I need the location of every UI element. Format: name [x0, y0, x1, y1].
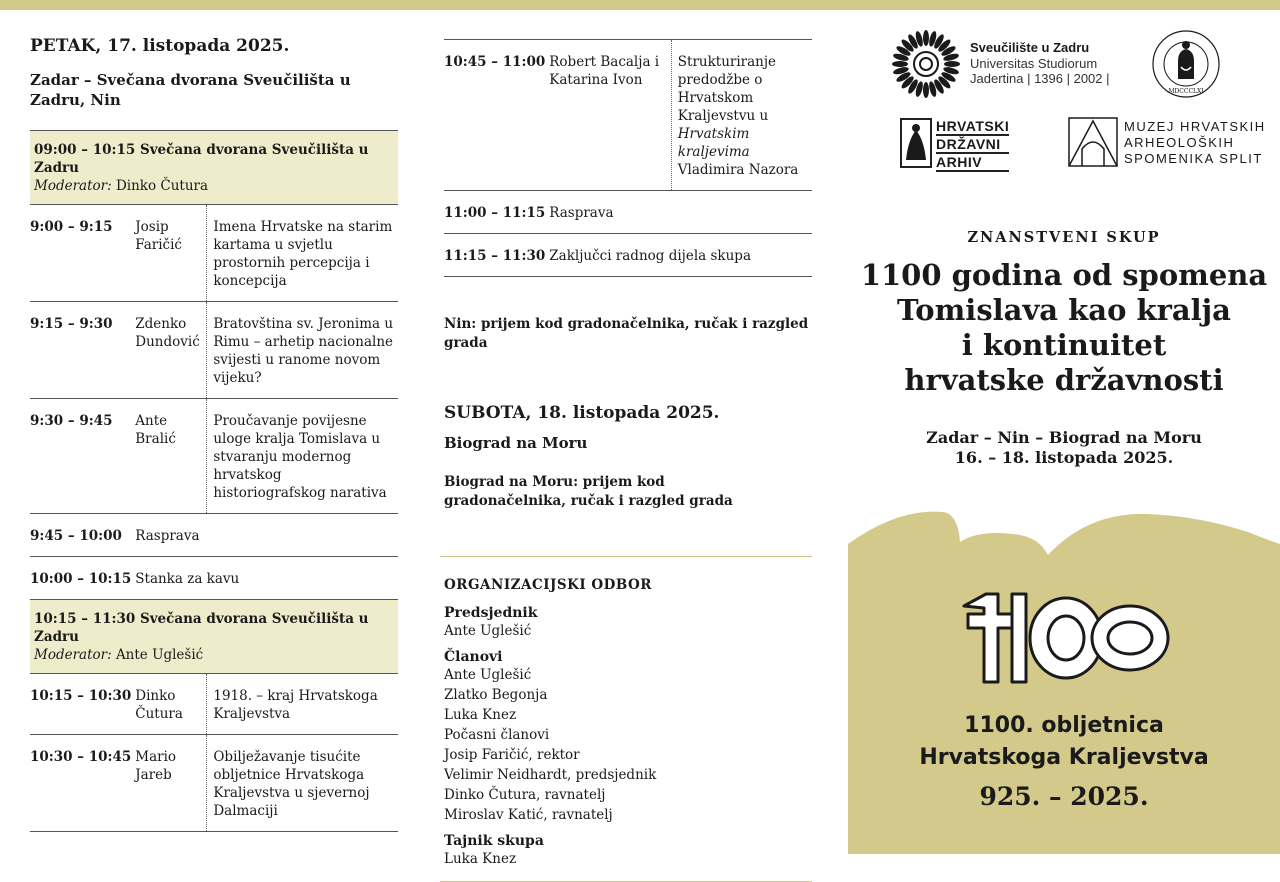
- biograd-note: Biograd na Moru: prijem kod gradonačelnika, ručak i razgled grada: [444, 474, 733, 509]
- friday-schedule-table: [30, 130, 398, 832]
- museum-archaeology-logo: [1068, 117, 1266, 171]
- uni-logo-line2: Universitas Studiorum: [970, 56, 1098, 71]
- moderator-name: Dinko Čutura: [115, 178, 209, 194]
- committee-title: ORGANIZACIJSKI ODBOR: [444, 577, 653, 593]
- row-speaker: Josip Faričić: [131, 205, 207, 302]
- archive-emblem-icon: [900, 118, 932, 168]
- members-label: Članovi: [444, 649, 503, 665]
- row-time: 11:15 – 11:30: [444, 234, 545, 277]
- row-text: Rasprava: [545, 191, 812, 234]
- row-time: 9:45 – 10:00: [30, 514, 131, 557]
- nin-note: Nin: prijem kod gradonačelnika, ručak i razgled grada: [444, 316, 809, 351]
- row-text: Stanka za kavu: [131, 557, 398, 600]
- president-label: Predsjednik: [444, 605, 538, 621]
- anniversary-1100-logo: [954, 588, 1176, 688]
- anniversary-years: 925. – 2025.: [979, 782, 1149, 811]
- row-title: 1918. – kraj Hrvatskoga Kraljevstva: [207, 674, 398, 735]
- conference-places: Zadar – Nin – Biograd na Moru: [926, 428, 1202, 447]
- title-line: i kontinuitet: [961, 328, 1167, 362]
- row-speaker: Zdenko Dundović: [131, 302, 207, 399]
- row-title: Imena Hrvatske na starim kartama u svjetlu prostornih percepcija i koncepcija: [207, 205, 398, 302]
- row-title: Bratovština sv. Jeronima u Rimu – arhetip nacionalne svijesti u ranome novom vijeku?: [207, 302, 398, 399]
- moderator-label: Moderator:: [34, 178, 112, 194]
- committee-member: Zlatko Begonja: [444, 687, 548, 703]
- session-header-row: [30, 131, 398, 205]
- moderator-name: Ante Uglešić: [115, 647, 204, 663]
- title-line: Tomislava kao kralja: [897, 293, 1231, 327]
- university-zadar-logo: [890, 28, 1122, 98]
- committee-divider: [440, 556, 812, 557]
- schedule-row: [30, 514, 398, 557]
- title-line: 1100 godina od spomena: [860, 258, 1268, 292]
- row-time: 10:30 – 10:45: [30, 735, 131, 832]
- day-title-saturday: SUBOTA, 18. listopada 2025.: [444, 403, 720, 423]
- conference-place-dates: [848, 428, 1280, 468]
- moderator-label: Moderator:: [34, 647, 112, 663]
- session-header: 10:15 – 11:30 Svečana dvorana Sveučilišta u Zadru: [34, 611, 369, 645]
- arhiv-line3: ARHIV: [936, 154, 1009, 172]
- schedule-row: [30, 735, 398, 832]
- secretary-label: Tajnik skupa: [444, 833, 544, 849]
- row-time: 9:30 – 9:45: [30, 399, 131, 514]
- schedule-row: [444, 40, 812, 191]
- friday-program-column: [30, 36, 398, 832]
- row-speaker: Mario Jareb: [131, 735, 207, 832]
- row-time: 10:45 – 11:00: [444, 40, 545, 191]
- schedule-row: [444, 234, 812, 277]
- rosette-petal: [944, 61, 960, 67]
- row-speaker: Robert Bacalja i Katarina Ivon: [545, 40, 671, 191]
- rosette-petal: [923, 82, 929, 98]
- friday-schedule-continued: [444, 39, 812, 277]
- schedule-row: [444, 191, 812, 234]
- session-header: 09:00 – 10:15 Svečana dvorana Sveučilišta u Zadru: [34, 142, 369, 176]
- committee-member: Velimir Neidhardt, predsjednik: [444, 767, 657, 783]
- uni-logo-line1: Sveučilište u Zadru: [970, 40, 1090, 55]
- saturday-venue: Biograd na Moru: [444, 434, 588, 452]
- arhiv-line1: HRVATSKI: [936, 118, 1010, 134]
- uni-logo-line3: Jadertina | 1396 | 2002 |: [970, 71, 1110, 86]
- anniversary-line1: 1100. obljetnica: [964, 713, 1164, 738]
- committee-member: Ante Uglešić: [444, 667, 532, 683]
- rosette-petal: [923, 30, 929, 46]
- session-header-row: [30, 600, 398, 674]
- row-title: Strukturiranje predodžbe o Hrvatskom Kraljevstvu u Hrvatskim kraljevima Vladimira Nazora: [671, 40, 812, 191]
- muzej-line3: SPOMENIKA SPLIT: [1124, 151, 1263, 166]
- schedule-row: [30, 302, 398, 399]
- arhiv-line2: DRŽAVNI: [936, 136, 1009, 154]
- cover-panel: [848, 0, 1280, 854]
- conference-dates: 16. – 18. listopada 2025.: [954, 448, 1174, 467]
- conference-title: [848, 258, 1280, 398]
- schedule-row: [30, 674, 398, 735]
- title-line: hrvatske državnosti: [904, 363, 1224, 397]
- muzej-line2: ARHEOLOŠKIH: [1124, 135, 1235, 150]
- row-time: 9:15 – 9:30: [30, 302, 131, 399]
- row-speaker: Ante Bralić: [131, 399, 207, 514]
- row-time: 9:00 – 9:15: [30, 205, 131, 302]
- schedule-row: [30, 205, 398, 302]
- committee-secretary: Luka Knez: [444, 851, 517, 867]
- rosette-emblem-icon: [890, 28, 962, 100]
- row-speaker: Dinko Čutura: [131, 674, 207, 735]
- conference-label: ZNANSTVENI SKUP: [967, 229, 1161, 246]
- committee-member: Luka Knez: [444, 707, 517, 723]
- row-text: Rasprava: [131, 514, 398, 557]
- committee-member: Dinko Čutura, ravnatelj: [444, 787, 606, 803]
- row-time: 10:00 – 10:15: [30, 557, 131, 600]
- committee-member: Miroslav Katić, ravnatelj: [444, 807, 613, 823]
- muzej-line1: MUZEJ HRVATSKIH: [1124, 119, 1266, 134]
- row-time: 10:15 – 10:30: [30, 674, 131, 735]
- anniversary-line2: Hrvatskoga Kraljevstva: [919, 745, 1209, 770]
- schedule-row: [30, 557, 398, 600]
- hazu-academy-seal-icon: [1148, 27, 1224, 101]
- anniversary-text: [848, 710, 1280, 774]
- rosette-petal: [892, 61, 908, 67]
- friday-venue: Zadar – Svečana dvorana Sveučilišta u Zadru, Nin: [30, 71, 351, 109]
- schedule-row: [30, 399, 398, 514]
- state-archives-logo: [900, 118, 1010, 170]
- svg-text:MDCCCLXI: MDCCCLXI: [1168, 88, 1204, 95]
- row-text: Zaključci radnog dijela skupa: [545, 234, 812, 277]
- continued-program-column: [444, 39, 812, 882]
- row-title: Obilježavanje tisućite obljetnice Hrvatskoga Kraljevstva u sjevernoj Dalmaciji: [207, 735, 398, 832]
- museum-arch-icon: [1068, 117, 1118, 167]
- day-title-friday: PETAK, 17. listopada 2025.: [30, 36, 290, 56]
- row-time: 11:00 – 11:15: [444, 191, 545, 234]
- row-title: Proučavanje povijesne uloge kralja Tomislava u stvaranju modernog hrvatskog historiografskog narativa: [207, 399, 398, 514]
- committee-president: Ante Uglešić: [444, 623, 532, 639]
- committee-member: Počasni članovi: [444, 727, 550, 743]
- committee-member: Josip Faričić, rektor: [444, 747, 580, 763]
- book-title: Hrvatskim kraljevima: [677, 126, 750, 160]
